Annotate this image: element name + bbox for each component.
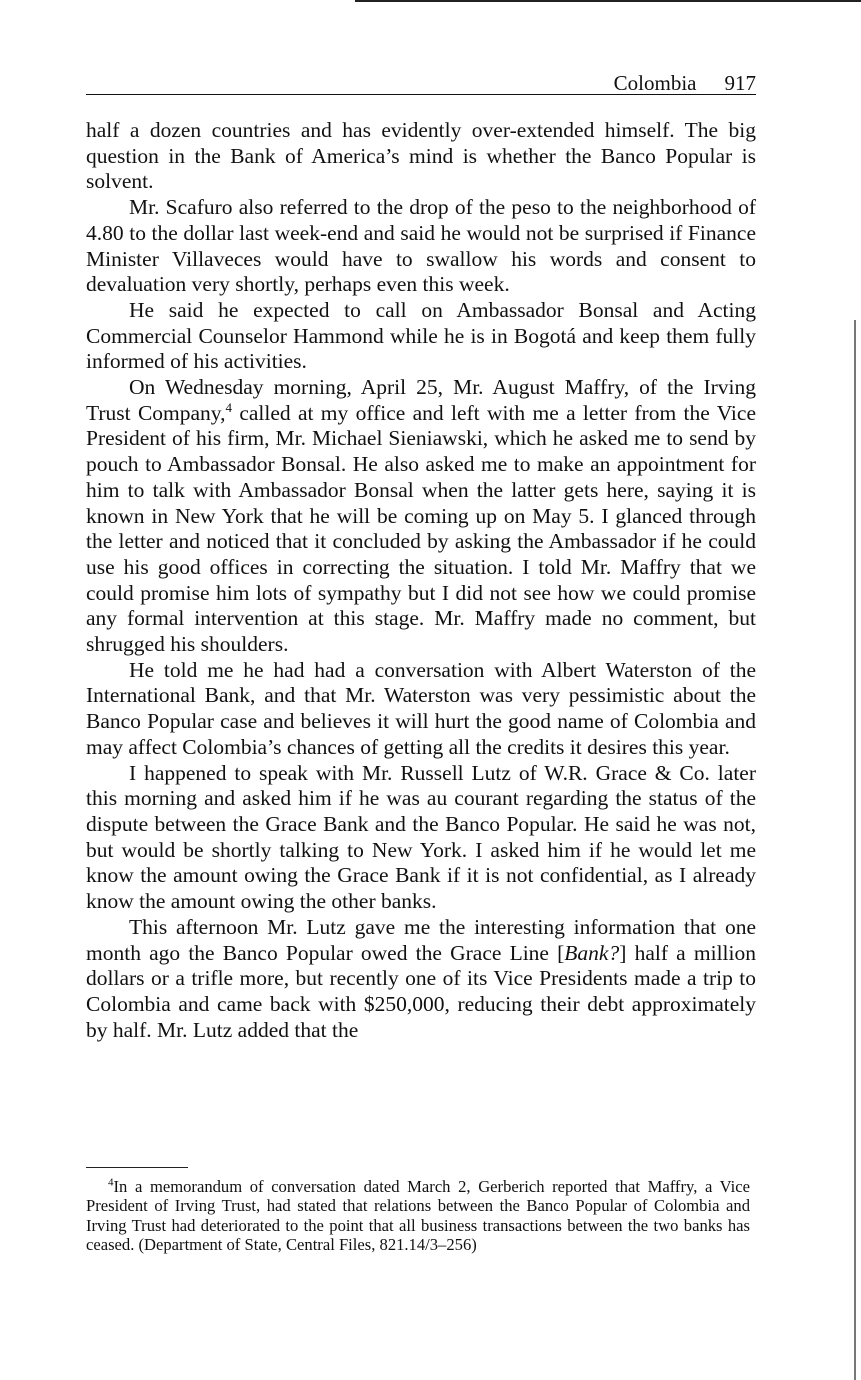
page-edge-line: [854, 320, 856, 1380]
footnote-text: In a memorandum of conversation dated March 2, Gerberich reported that Maffry, a Vice President of Irving Trust, had stated that relations between the Banco Popular of Colombia and Irving Trust had deteriorated to the point that all business transactions between the two banks has ceased. (Department of State, Central Files, 821.14/3–256): [86, 1177, 750, 1255]
page-number: 917: [724, 71, 756, 95]
running-header: [86, 72, 756, 95]
paragraph-3: He said he expected to call on Ambassador Bonsal and Acting Commercial Counselor Hammond while he is in Bogotá and keep them fully informed of his activities.: [86, 297, 756, 374]
footnote: [86, 1177, 750, 1255]
paragraph-7-text-a: This afternoon Mr. Lutz gave me the interesting information that one month ago the Banco Popular owed the Grace Line [: [86, 914, 756, 965]
paragraph-6: I happened to speak with Mr. Russell Lutz of W.R. Grace & Co. later this morning and asked him if he was au courant regarding the status of the dispute between the Grace Bank and the Banco Popular. He said he was not, but would be shortly talking to New York. I asked him if he would let me know the amount owing the Grace Bank if it is not confidential, as I already know the amount owing the other banks.: [86, 760, 756, 914]
paragraph-7-text-b: ] half a million dollars or a trifle more, but recently one of its Vice Presidents made a trip to Colombia and came back with $250,000, reducing their debt approximately by half. Mr. Lutz added that the: [86, 940, 756, 1042]
header-title: Colombia: [613, 71, 697, 95]
footnote-divider: [86, 1167, 188, 1168]
paragraph-5: He told me he had had a conversation with Albert Waterston of the International Bank, and that Mr. Waterston was very pessimistic about the Banco Popular case and believes it will hurt the good name of Colombia and may affect Colombia’s chances of getting all the credits it desires this year.: [86, 657, 756, 759]
paragraph-2: Mr. Scafuro also referred to the drop of the peso to the neighborhood of 4.80 to the dollar last week-end and said he would not be surprised if Finance Minister Villaveces would have to swallow his words and consent to devaluation very shortly, perhaps even this week.: [86, 195, 756, 297]
main-text: [86, 118, 756, 1043]
footnote-reference: 4: [225, 399, 233, 415]
footnote-paragraph: [86, 1177, 750, 1255]
paragraph-4-text-b: called at my office and left with me a letter from the Vice President of his firm, Mr. Michael Sieniawski, which he asked me to send by pouch to Ambassador Bonsal. He also asked me to make an appointment for him to talk with Ambassador Bonsal when the latter gets here, saying it is known in New York that he will be coming up on May 5. I glanced through the letter and noticed that it concluded by asking the Ambassador if he could use his good offices in correcting the situation. I told Mr. Maffry that we could promise him lots of sympathy but I did not see how we could promise any formal intervention at this stage. Mr. Maffry made no comment, but shrugged his shoulders.: [86, 400, 756, 657]
top-border-line: [355, 0, 861, 2]
paragraph-1: half a dozen countries and has evidently over-extended himself. The big question in the Bank of America’s mind is whether the Banco Popular is solvent.: [86, 118, 756, 194]
footnote-number: 4: [108, 1176, 114, 1189]
italic-editorial-note: Bank?: [564, 940, 620, 965]
paragraph-4-text-a: On Wednesday morning, April 25, Mr. August Maffry, of the Irving Trust Company,: [86, 375, 756, 425]
paragraph-4: [86, 375, 756, 658]
paragraph-7: [86, 915, 756, 1044]
